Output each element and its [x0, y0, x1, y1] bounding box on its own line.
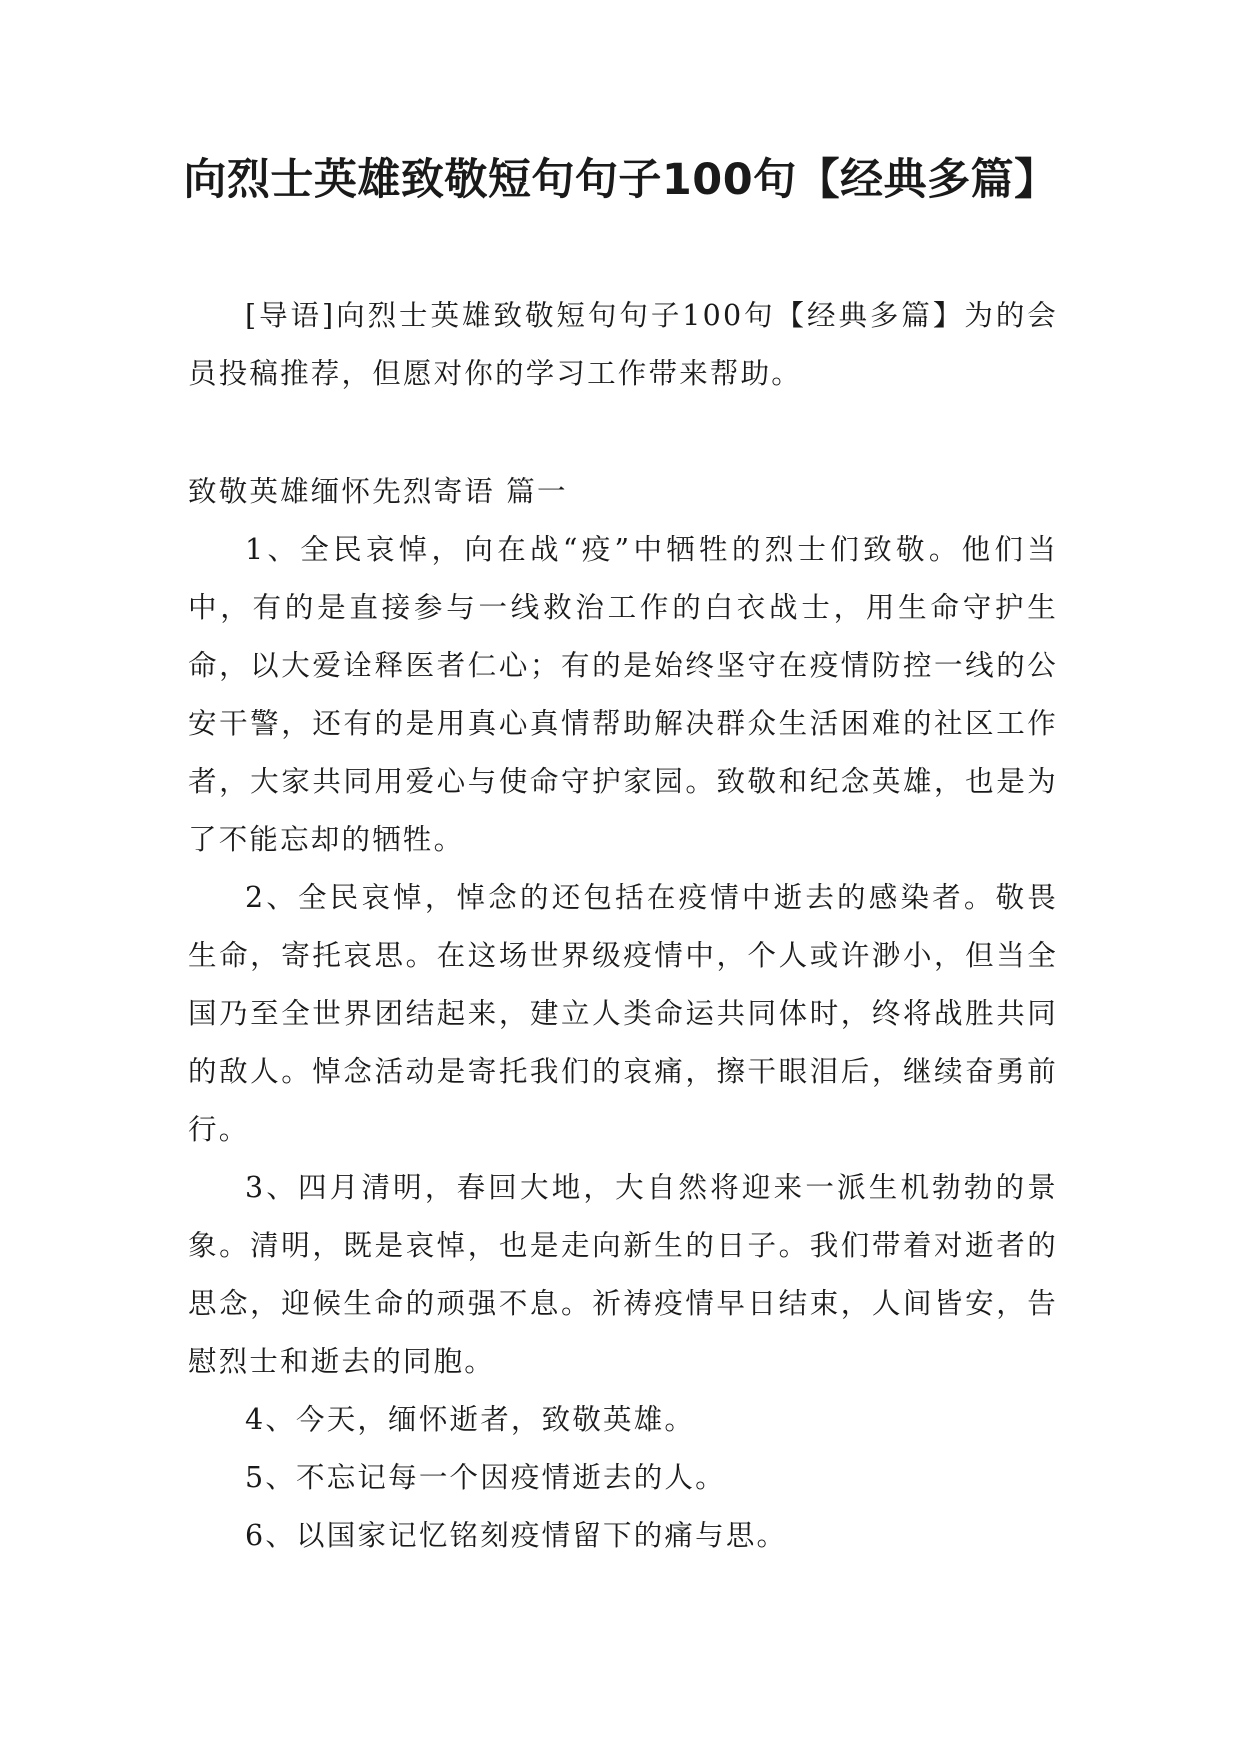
list-item: 1、全民哀悼，向在战“疫”中牺牲的烈士们致敬。他们当中，有的是直接参与一线救治工作的白衣战士，用生命守护生命，以大爱诠释医者仁心；有的是始终坚守在疫情防控一线的公安干警，还有的是用真心真情帮助解决群众生活困难的社区工作者，大家共同用爱心与使命守护家园。致敬和纪念英雄，也是为了不能忘却的牺牲。 [188, 533, 1058, 856]
item-list [188, 521, 1058, 1565]
document-title: 向烈士英雄致敬短句句子100句【经典多篇】 [183, 155, 1058, 205]
intro-paragraph: [导语]向烈士英雄致敬短句句子100句【经典多篇】为的会员投稿推荐，但愿对你的学习工作带来帮助。 [188, 299, 1058, 390]
list-item: 5、不忘记每一个因疫情逝去的人。 [245, 1461, 726, 1494]
list-item: 4、今天，缅怀逝者，致敬英雄。 [245, 1403, 696, 1436]
section-heading: 致敬英雄缅怀先烈寄语 篇一 [188, 475, 568, 508]
list-item: 2、全民哀悼，悼念的还包括在疫情中逝去的感染者。敬畏生命，寄托哀思。在这场世界级疫情中，个人或许渺小，但当全国乃至全世界团结起来，建立人类命运共同体时，终将战胜共同的敌人。悼念活动是寄托我们的哀痛，擦干眼泪后，继续奋勇前行。 [188, 881, 1058, 1146]
list-item: 3、四月清明，春回大地，大自然将迎来一派生机勃勃的景象。清明，既是哀悼，也是走向新生的日子。我们带着对逝者的思念，迎候生命的顽强不息。祈祷疫情早日结束，人间皆安，告慰烈士和逝去的同胞。 [188, 1171, 1058, 1378]
list-item: 6、以国家记忆铭刻疫情留下的痛与思。 [245, 1519, 788, 1552]
